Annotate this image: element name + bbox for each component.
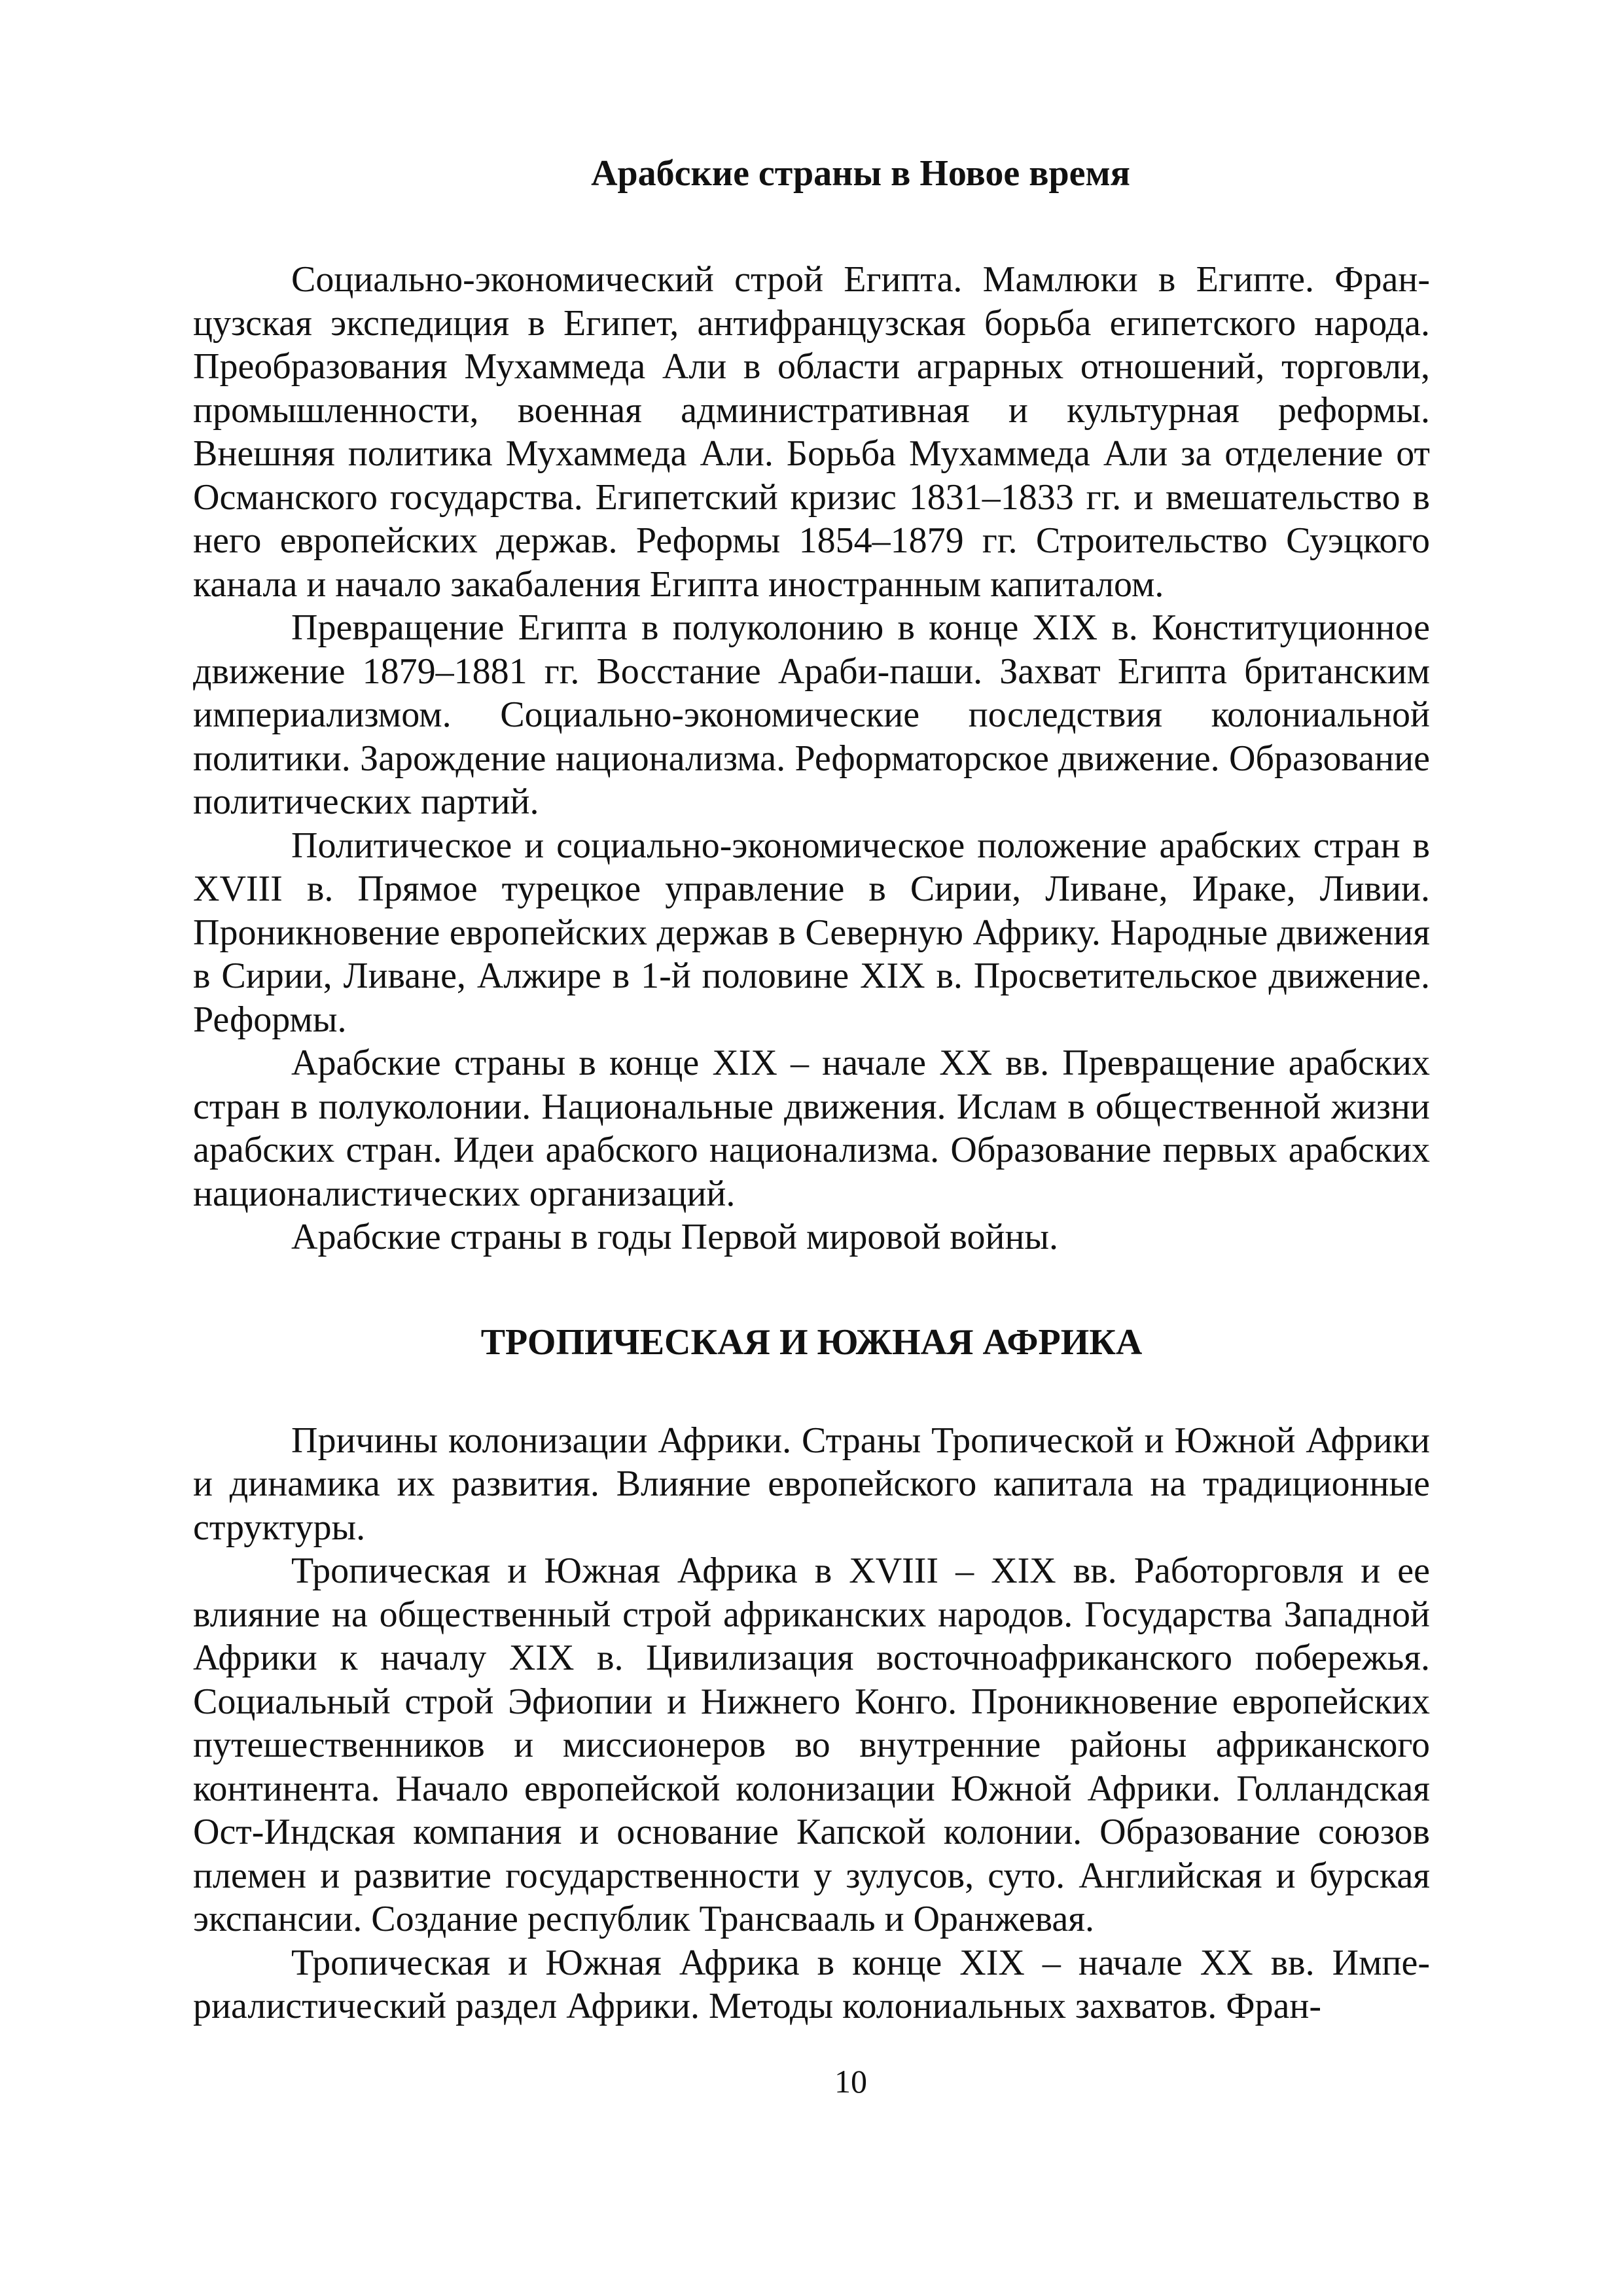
paragraph: Социально-экономический строй Египта. Мамлюки в Египте. Французская экспедиция в Египет, антифранцузская борьба египетского народа. Преобразования Мухаммеда Али в области аграрных отношений, торговли, промышленности, военная административная и культурная реформы. Внешняя политика Мухаммеда Али. Борьба Мухаммеда Али за отделение от Османского государства. Египетский кризис 1831–1833 гг. и вмешательство в него европейских держав. Реформы 1854–1879 гг. Строительство Суэцкого канала и начало закабаления Египта иностранным капиталом. (193, 259, 1430, 605)
section-title-tropical-africa: ТРОПИЧЕСКАЯ И ЮЖНАЯ АФРИКА (480, 1321, 1143, 1363)
paragraph: Тропическая и Южная Африка в конце XIX – начале XX вв. Империалистический раздел Африки. Методы колониальных захватов. Фран- (193, 1942, 1430, 2026)
paragraph: Тропическая и Южная Африка в XVIII – XIX вв. Работорговля и ее влияние на общественный строй африканских народов. Государства Западной Африки к началу XIX в. Цивилизация восточноафриканского побережья. Социальный строй Эфиопии и Нижнего Конго. Проникновение европейских путешественников и миссионеров во внутренние районы африканского континента. Начало европейской колонизации Южной Африки. Голландская Ост-Индская компания и основание Капской колонии. Образование союзов племен и развитие государственности у зулусов, суто. Английская и бурская экспансии. Создание республик Трансвааль и Оранжевая. (193, 1551, 1430, 1939)
document-page (193, 151, 1430, 2028)
paragraph: Причины колонизации Африки. Страны Тропической и Южной Африки и динамика их развития. Влияние европейского капитала на традиционные структуры. (193, 1420, 1430, 1548)
paragraph: Арабские страны в годы Первой мировой войны. (291, 1217, 1059, 1257)
section-title-arab-countries: Арабские страны в Новое время (591, 153, 1130, 194)
paragraph: Превращение Египта в полуколонию в конце XIX в. Конституционное движение 1879–1881 гг. Восстание Араби-паши. Захват Египта британским империализмом. Социально-экономические последствия колониальной политики. Зарождение национализма. Реформаторское движение. Образование политических партий. (193, 607, 1430, 822)
paragraph: Политическое и социально-экономическое положение арабских стран в XVIII в. Прямое турецкое управление в Сирии, Ливане, Ираке, Ливии. Проникновение европейских держав в Северную Африку. Народные движения в Сирии, Ливане, Алжире в 1-й половине XIX в. Просветительское движение. Реформы. (193, 825, 1430, 1040)
page-number: 10 (834, 2063, 867, 2100)
section-body-tropical-africa (193, 1419, 1430, 2028)
section-body-arab-countries (193, 258, 1430, 1259)
paragraph: Арабские страны в конце XIX – начале XX вв. Превращение арабских стран в полуколонии. Национальные движения. Ислам в общественной жизни арабских стран. Идеи арабского национализма. Образование первых арабских националистических организаций. (193, 1043, 1430, 1214)
